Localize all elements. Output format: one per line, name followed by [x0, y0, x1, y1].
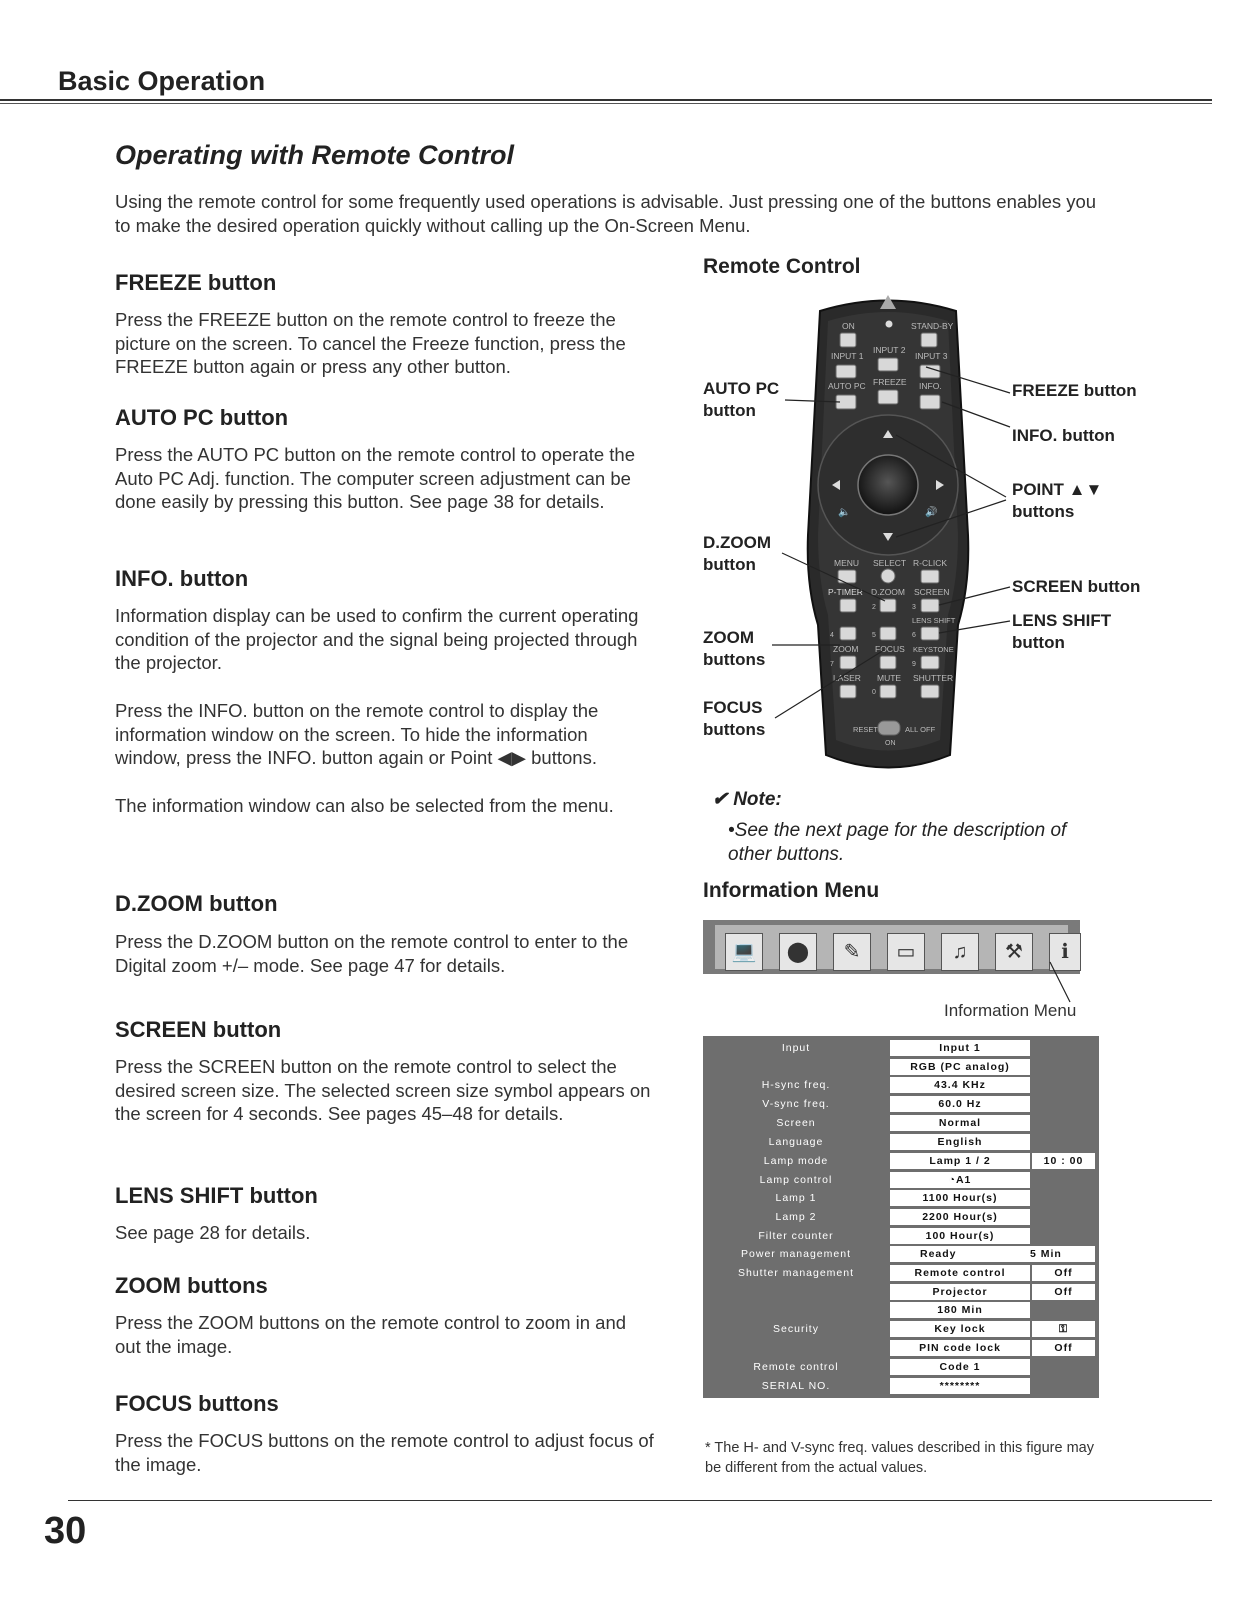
key-on2-label: ON [885, 740, 896, 747]
callout-point: POINT ▲▼ buttons [1012, 480, 1103, 521]
key-n2-label: 2 [872, 604, 876, 611]
focus-body: Press the FOCUS buttons on the remote control to adjust focus of the image. [115, 1430, 654, 1475]
input3-button[interactable] [920, 365, 940, 378]
lensshift-body: See page 28 for details. [115, 1222, 311, 1243]
page-header-title: Basic Operation [58, 66, 266, 96]
header-rule-thin [0, 103, 1212, 104]
page-number: 30 [44, 1510, 87, 1552]
ptimer-button[interactable] [840, 599, 856, 612]
info-row: Screen Normal [703, 1115, 1099, 1132]
info-row: Security Key lock ⚿ [703, 1321, 1099, 1338]
key-select-label: SELECT [873, 558, 907, 568]
key-ptimer-label: P-TIMER [828, 587, 863, 597]
image-adjust-icon[interactable]: ✎ [833, 933, 871, 971]
key-n3-label: 3 [912, 604, 916, 611]
key-rclick-label: R-CLICK [913, 558, 948, 568]
info-body-3: The information window can also be selected from the menu. [115, 795, 614, 816]
information-icon[interactable]: ℹ [1049, 933, 1081, 971]
info-row: Filter counter 100 Hour(s) [703, 1228, 1099, 1245]
key-n0-label: 0 [872, 689, 876, 696]
focus-heading: FOCUS buttons [115, 1391, 279, 1416]
key-n4-label: 4 [830, 632, 834, 639]
select-button[interactable] [881, 569, 895, 583]
information-table [703, 1036, 1099, 1398]
key-n9-label: 9 [912, 661, 916, 668]
laptop-icon[interactable]: 💻 [725, 933, 763, 971]
key-input2-label: INPUT 2 [873, 345, 906, 355]
note-text: •See the next page for the description of other buttons. [728, 820, 1067, 865]
key-dzoom-label: D.ZOOM [871, 587, 905, 597]
info-row: Language English [703, 1134, 1099, 1151]
menu-icon-bar [703, 920, 1080, 974]
key-n6-label: 6 [912, 632, 916, 639]
footnote: * The H- and V-sync freq. values described in this figure may be different from the actual values. [705, 1440, 1095, 1476]
keystone-button[interactable] [921, 656, 939, 669]
callout-info: INFO. button [1012, 426, 1115, 445]
header-rule [0, 99, 1212, 101]
info-row: SERIAL NO. ******** [703, 1378, 1099, 1395]
info-row: Input Input 1 [703, 1040, 1099, 1057]
key-alloff-label: ALL OFF [905, 725, 936, 734]
mute-button[interactable] [880, 685, 896, 698]
callout-screen: SCREEN button [1012, 577, 1141, 596]
reset-switch[interactable] [878, 721, 900, 735]
info-row: Shutter management Remote control Off [703, 1265, 1099, 1282]
key-reset-label: RESET [853, 725, 879, 734]
note-heading: ✔ Note: [712, 789, 782, 810]
focus-plus-button[interactable] [880, 627, 896, 640]
info-body-2: Press the INFO. button on the remote control to display the information window on the screen. To hide the information window, press the INFO. button again or Point ◀▶ buttons. [115, 700, 599, 768]
rclick-button[interactable] [921, 570, 939, 583]
screen-body: Press the SCREEN button on the remote control to select the desired screen size. The selected screen size symbol appears on the screen for 4 seconds. See pages 45–48 for details. [115, 1056, 651, 1124]
info-row: V-sync freq. 60.0 Hz [703, 1096, 1099, 1113]
key-freeze-label: FREEZE [873, 377, 907, 387]
key-lensshift-label: LENS SHIFT [912, 616, 956, 625]
info-row: Power management Ready 5 Min [703, 1246, 1099, 1263]
lamp-control-value: ◔A1 [890, 1172, 1030, 1188]
info-row: Lamp 1 1100 Hour(s) [703, 1190, 1099, 1207]
key-standby-label: STAND-BY [911, 321, 954, 331]
point-dial[interactable] [818, 415, 958, 555]
info-row: Projector Off [703, 1284, 1099, 1301]
key-lock-icon: ⚿ [1032, 1321, 1095, 1337]
key-keystone-label: KEYSTONE [913, 645, 954, 654]
info-button[interactable] [920, 395, 940, 409]
lensshift-button[interactable] [921, 627, 939, 640]
callout-autopc: AUTO PC button [703, 379, 780, 420]
key-on-label: ON [842, 321, 855, 331]
zoom-heading: ZOOM buttons [115, 1273, 268, 1298]
screen-heading: SCREEN button [115, 1017, 282, 1042]
focus-minus-button[interactable] [880, 656, 896, 669]
dzoom-body: Press the D.ZOOM button on the remote control to enter to the Digital zoom +/– mode. See page 47 for details. [115, 931, 629, 976]
info-row: Remote control Code 1 [703, 1359, 1099, 1376]
dzoom-button[interactable] [880, 599, 896, 612]
input2-button[interactable] [878, 358, 898, 371]
info-row: RGB (PC analog) [703, 1059, 1099, 1076]
info-heading: INFO. button [115, 566, 249, 591]
callout-dzoom: D.ZOOM button [703, 533, 771, 574]
info-row: PIN code lock Off [703, 1340, 1099, 1357]
key-input3-label: INPUT 3 [915, 351, 948, 361]
laser-button[interactable] [840, 685, 856, 698]
callout-focus: FOCUS buttons [703, 698, 766, 739]
color-icon[interactable]: ⬤ [779, 933, 817, 971]
key-screen-label: SCREEN [914, 587, 950, 597]
dzoom-heading: D.ZOOM button [115, 891, 278, 916]
zoom-body: Press the ZOOM buttons on the remote control to zoom in and out the image. [115, 1312, 627, 1357]
setting-icon[interactable]: ⚒ [995, 933, 1033, 971]
key-mute-label: MUTE [877, 673, 902, 683]
key-shutter-label: SHUTTER [913, 673, 954, 683]
lensshift-heading: LENS SHIFT button [115, 1183, 318, 1208]
zoom-minus-button[interactable] [840, 656, 856, 669]
info-body: Information display can be used to confirm the current operating condition of the projector and the signal being projected through the projector. [115, 605, 639, 673]
key-menu-label: MENU [834, 558, 860, 568]
information-menu-caption: Information Menu [944, 1001, 1077, 1020]
indicator-led [886, 321, 893, 328]
standby-button[interactable] [921, 333, 937, 347]
callout-freeze: FREEZE button [1012, 381, 1137, 400]
sound-icon[interactable]: ♫ [941, 933, 979, 971]
remote-control-title: Remote Control [703, 255, 861, 278]
autopc-heading: AUTO PC button [115, 405, 289, 430]
key-n5-label: 5 [872, 632, 876, 639]
autopc-body: Press the AUTO PC button on the remote control to operate the Auto PC Adj. function. The computer screen adjustment can be done easily by pressing this button. See page 38 for details. [115, 444, 636, 512]
info-row: Lamp 2 2200 Hour(s) [703, 1209, 1099, 1226]
input1-button[interactable] [836, 365, 856, 378]
key-n7-label: 7 [830, 661, 834, 668]
footer-rule [68, 1500, 1212, 1501]
volume-up-icon: 🔊 [925, 507, 938, 518]
screen-icon[interactable]: ▭ [887, 933, 925, 971]
intro-paragraph: Using the remote control for some frequently used operations is advisable. Just pressing one of the buttons enables you to make the desired operation quickly without calling up the On-Screen Menu. [115, 191, 1097, 236]
freeze-body: Press the FREEZE button on the remote control to freeze the picture on the screen. To cancel the Freeze function, press the FREEZE button again or press any other button. [115, 309, 626, 377]
information-menu-title: Information Menu [703, 879, 880, 902]
info-row: Lamp mode Lamp 1 / 2 10 : 00 [703, 1153, 1099, 1170]
freeze-button[interactable] [878, 390, 898, 404]
callout-lensshift: LENS SHIFT button [1012, 611, 1112, 652]
info-row: 180 Min [703, 1302, 1099, 1319]
shutter-button[interactable] [921, 685, 939, 698]
key-autopc-label: AUTO PC [828, 381, 866, 391]
key-zoom-label: ZOOM [833, 644, 859, 654]
zoom-plus-button[interactable] [840, 627, 856, 640]
info-caption-leader [1040, 960, 1080, 1005]
freeze-heading: FREEZE button [115, 270, 277, 295]
section-title: Operating with Remote Control [115, 140, 515, 170]
key-input1-label: INPUT 1 [831, 351, 864, 361]
menu-button[interactable] [838, 570, 856, 583]
info-row: Lamp control ◔A1 [703, 1172, 1099, 1189]
screen-button[interactable] [921, 599, 939, 612]
on-button[interactable] [840, 333, 856, 347]
key-focus-label: FOCUS [875, 644, 905, 654]
info-row: H-sync freq. 43.4 KHz [703, 1077, 1099, 1094]
key-laser-label: LASER [833, 673, 861, 683]
callout-zoom: ZOOM buttons [703, 628, 766, 669]
key-info-label: INFO. [919, 381, 942, 391]
volume-down-icon: 🔈 [838, 507, 851, 518]
